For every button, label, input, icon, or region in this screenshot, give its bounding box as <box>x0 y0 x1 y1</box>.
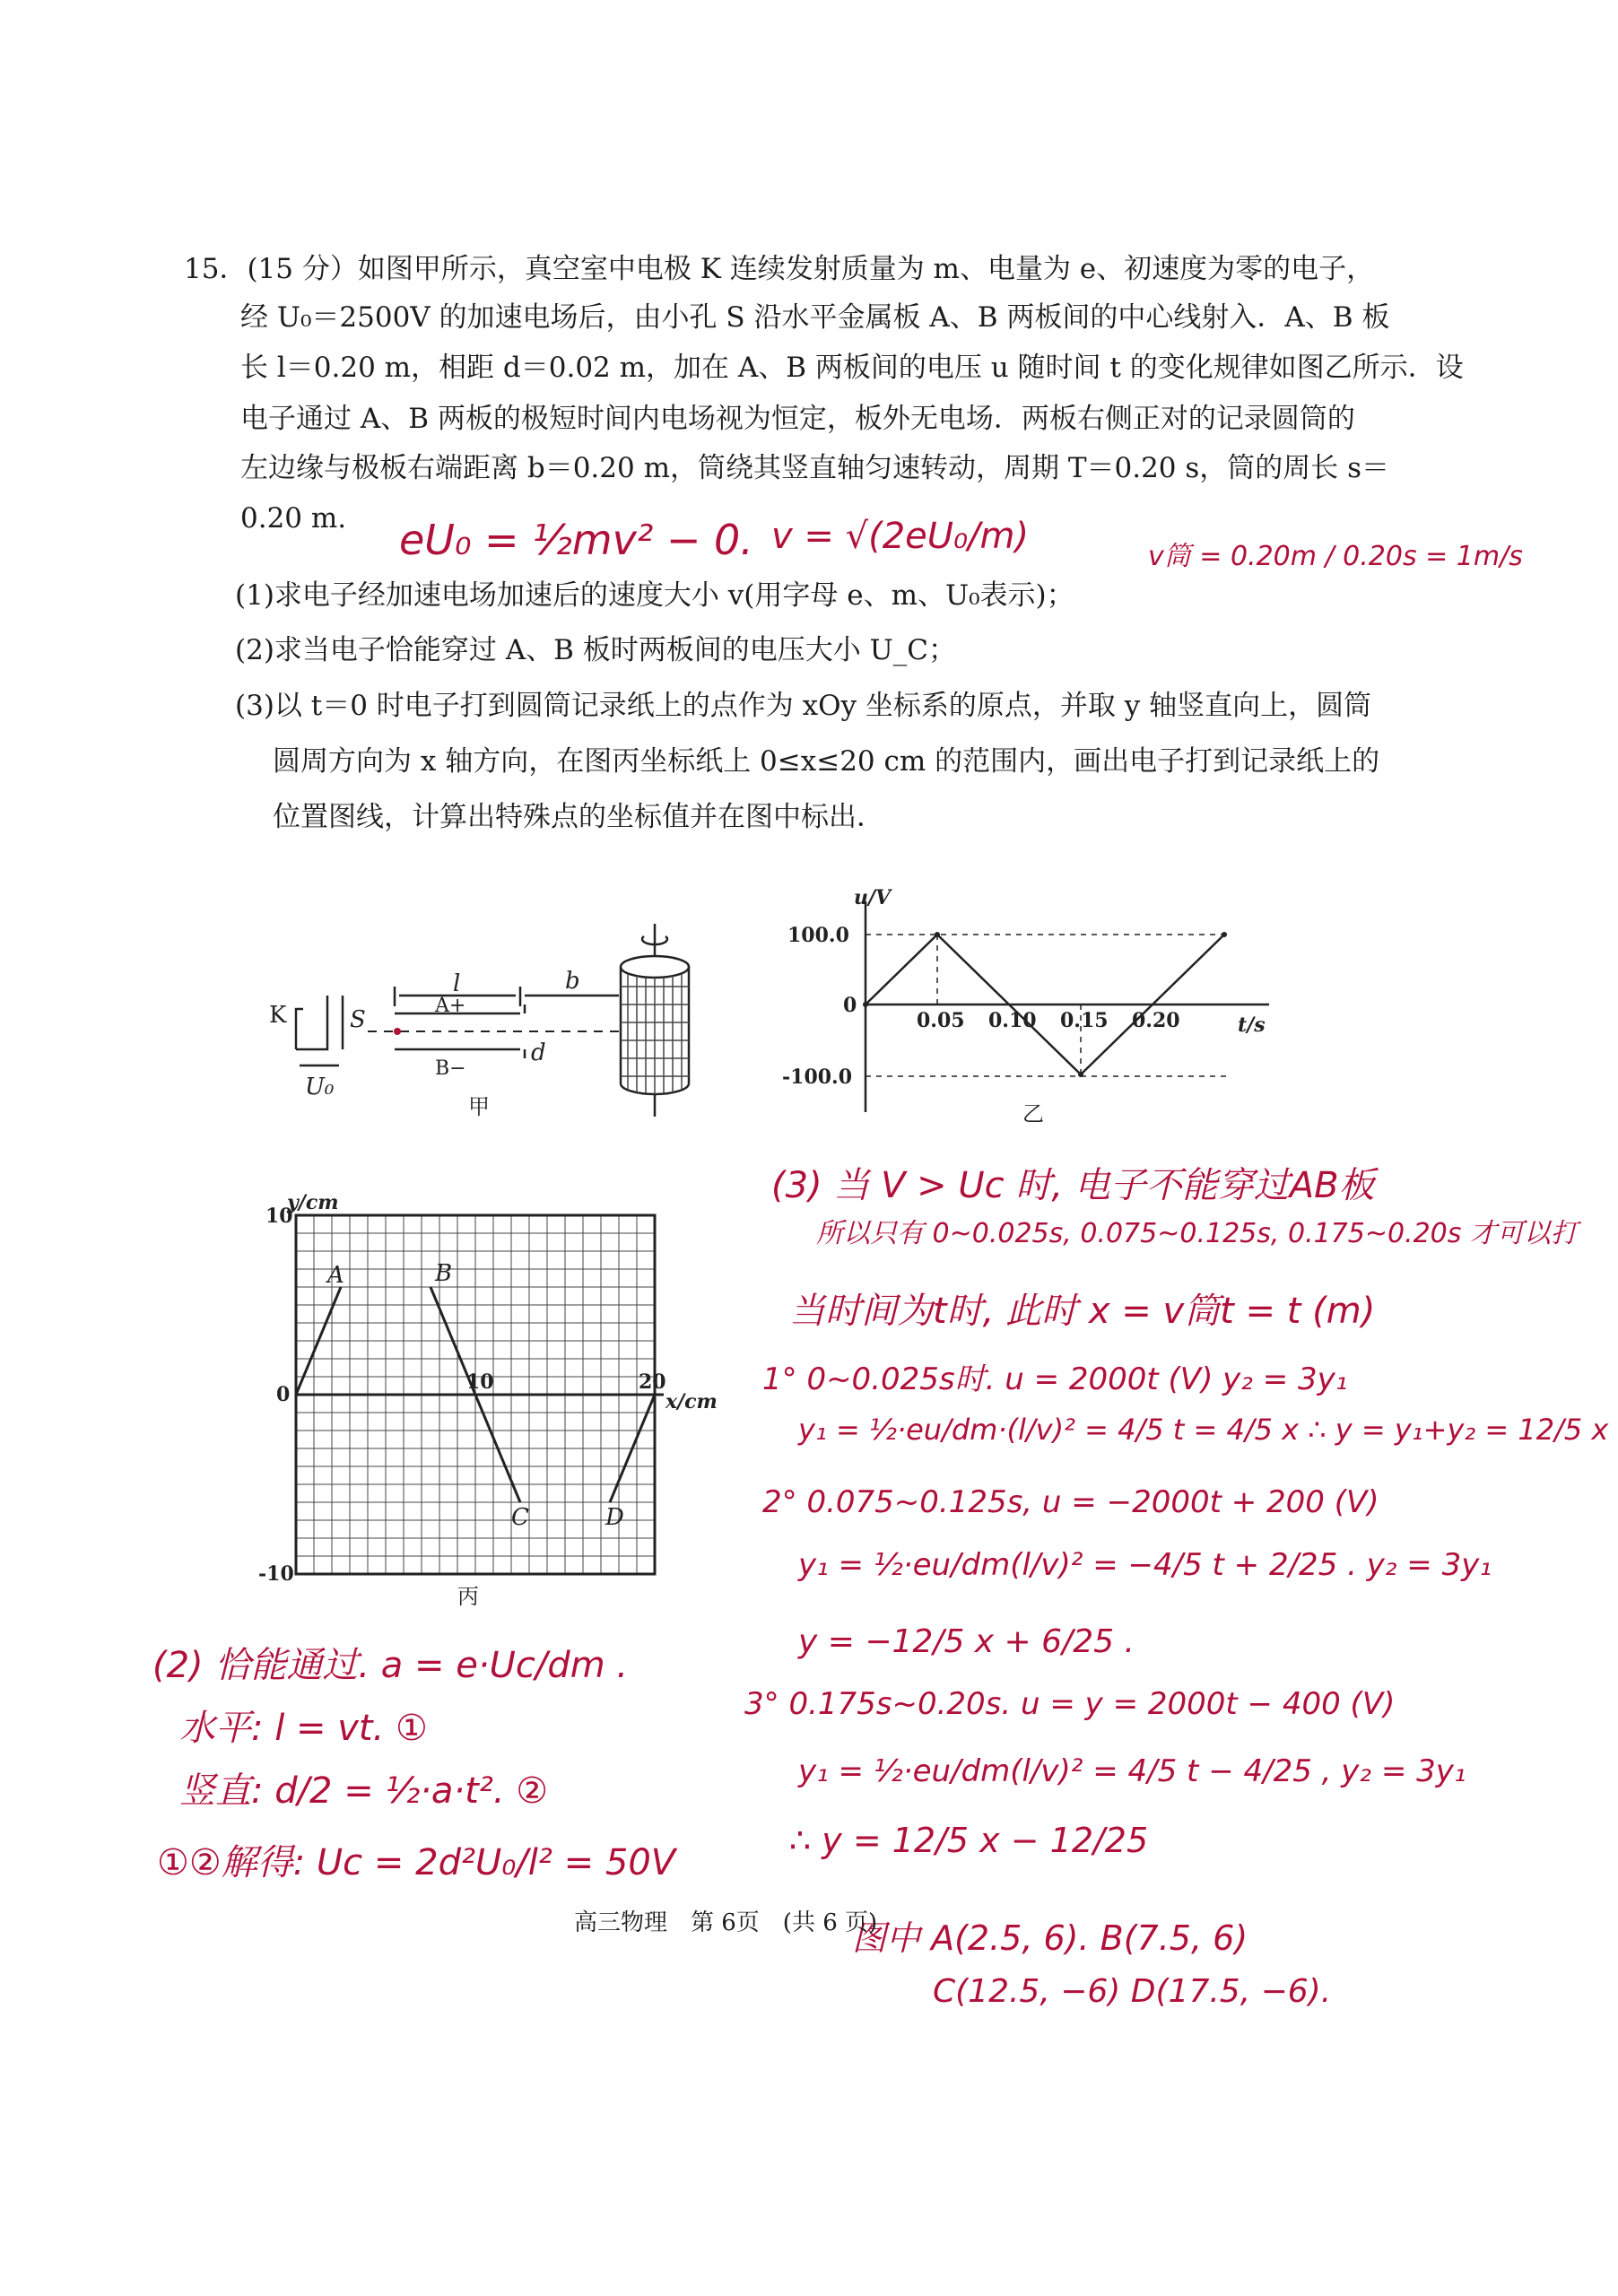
yi-ytick-neg100: -100.0 <box>782 1065 853 1089</box>
label-u0: U₀ <box>305 1074 335 1100</box>
yi-xtick-015: 0.15 <box>1060 1009 1109 1032</box>
hw-part3-line10: y₁ = ½·eu/dm(l/v)² = 4/5 t − 4/25 , y₂ = 3y₁ <box>798 1753 1466 1789</box>
yi-ylabel: u/V <box>854 888 892 909</box>
yi-ytick-100: 100.0 <box>787 924 849 947</box>
hw-part3-line9: 3° 0.175s~0.20s. u = y = 2000t − 400 (V) <box>744 1686 1396 1722</box>
hw-part2-line3: ①②解得: Uc = 2d²U₀/l² = 50V <box>157 1842 676 1883</box>
question-3-line-3: 位置图线，计算出特殊点的坐标值并在图中标出． <box>273 801 884 833</box>
label-l: l <box>453 970 461 997</box>
hw-eq1b: v = √(2eU₀/m) <box>771 516 1030 557</box>
hw-part3-line11: ∴ y = 12/5 x − 12/25 <box>789 1821 1149 1860</box>
figure-yi-voltage-graph <box>780 888 1283 1130</box>
question-2: (2)求当电子恰能穿过 A、B 板时两板间的电压大小 U_C； <box>235 634 956 666</box>
hw-part3-line12: 图中 A(2.5, 6). B(7.5, 6) <box>852 1918 1248 1958</box>
bing-ylabel: y/cm <box>287 1191 339 1214</box>
hw-part3-line1: (3) 当 V > Uc 时, 电子不能穿过AB板 <box>771 1165 1375 1206</box>
hw-v-drum: v筒 = 0.20m / 0.20s = 1m/s <box>1148 541 1523 572</box>
label-d: d <box>531 1039 546 1066</box>
hw-part3-line3: 当时间为t时, 此时 x = v筒t = t (m) <box>789 1291 1376 1332</box>
hw-part2-title: (2) 恰能通过. a = e·Uc/dm . <box>152 1645 629 1686</box>
problem-line-4: 电子通过 A、B 两板的极短时间内电场视为恒定，板外无电场．两板右侧正对的记录圆筒的 <box>240 403 1355 435</box>
yi-ytick-0: 0 <box>843 994 857 1017</box>
bing-ytick-10: 10 <box>265 1205 293 1228</box>
bing-ytick-0: 0 <box>276 1383 291 1406</box>
caption-bing: 丙 <box>457 1584 479 1609</box>
bing-ytick-neg10: -10 <box>258 1562 294 1586</box>
point-b-label: B <box>435 1260 453 1287</box>
label-k: K <box>269 1002 287 1029</box>
question-3-line-2: 圆周方向为 x 轴方向，在图丙坐标纸上 0≤x≤20 cm 的范围内，画出电子打到记录纸上的 <box>273 745 1380 778</box>
problem-line-2: 经 U₀＝2500V 的加速电场后，由小孔 S 沿水平金属板 A、B 两板间的中心线射入．A、B 板 <box>240 301 1390 334</box>
problem-line-5: 左边缘与极板右端距离 b＝0.20 m，筒绕其竖直轴匀速转动，周期 T＝0.20 s，筒的周长 s＝ <box>240 452 1390 484</box>
figure-jia-apparatus <box>260 915 744 1121</box>
point-d-label: D <box>605 1504 624 1531</box>
label-b: b <box>565 968 580 995</box>
hw-part3-line5: y₁ = ½·eu/dm·(l/v)² = 4/5 t = 4/5 x ∴ y = y₁+y₂ = 12/5 x <box>798 1413 1609 1447</box>
yi-xtick-010: 0.10 <box>988 1009 1037 1032</box>
hw-part3-line8: y = −12/5 x + 6/25 . <box>798 1623 1135 1660</box>
drum-grid <box>621 974 689 1094</box>
label-plate-a: A+ <box>435 995 466 1017</box>
electrode-k <box>296 1009 303 1049</box>
hw-part3-line7: y₁ = ½·eu/dm(l/v)² = −4/5 t + 2/25 . y₂ = 3y₁ <box>798 1547 1492 1583</box>
problem-line-6: 0.20 m. <box>240 502 347 535</box>
hw-part3-line4: 1° 0~0.025s时. u = 2000t (V) y₂ = 3y₁ <box>762 1361 1348 1397</box>
bing-xlabel: x/cm <box>665 1390 718 1413</box>
point-a-label: A <box>327 1262 344 1289</box>
question-1: (1)求电子经加速电场加速后的速度大小 v(用字母 e、m、U₀表示)； <box>235 579 1074 612</box>
hw-eq1: eU₀ = ½mv² − 0. <box>399 516 753 564</box>
hw-part3-line6: 2° 0.075~0.125s, u = −2000t + 200 (V) <box>762 1484 1379 1520</box>
bing-xtick-10: 10 <box>466 1370 494 1394</box>
drum-top <box>621 956 689 978</box>
hw-part2-line2: 竖直: d/2 = ½·a·t². ② <box>179 1770 549 1812</box>
yi-xlabel: t/s <box>1238 1013 1266 1037</box>
caption-yi: 乙 <box>1022 1101 1044 1126</box>
hw-part2-line1: 水平: l = vt. ① <box>179 1708 428 1749</box>
yi-xtick-005: 0.05 <box>917 1009 965 1032</box>
problem-line-1: 15．(15 分）如图甲所示，真空室中电极 K 连续发射质量为 m、电量为 e、初速度为零的电子， <box>184 253 1375 285</box>
voltage-point-2 <box>1078 1072 1083 1077</box>
yi-xtick-020: 0.20 <box>1132 1009 1180 1032</box>
label-plate-b: B− <box>435 1057 466 1080</box>
caption-jia: 甲 <box>468 1094 490 1119</box>
page-footer: 高三物理 第 6页 (共 6 页) <box>574 1909 878 1936</box>
label-s: S <box>350 1006 366 1033</box>
bing-xtick-20: 20 <box>639 1370 666 1394</box>
point-c-label: C <box>511 1504 529 1531</box>
question-3-line-1: (3)以 t＝0 时电子打到圆筒记录纸上的点作为 xOy 坐标系的原点，并取 y 轴竖直向上，圆筒 <box>235 690 1372 722</box>
problem-line-3: 长 l＝0.20 m，相距 d＝0.02 m，加在 A、B 两板间的电压 u 随时间 t 的变化规律如图乙所示．设 <box>240 352 1464 384</box>
hw-part3-line2: 所以只有 0~0.025s, 0.075~0.125s, 0.175~0.20s 才可以打 <box>816 1218 1578 1249</box>
voltage-point-3 <box>1222 932 1227 937</box>
figure-bing-grid <box>242 1166 744 1614</box>
voltage-point-1 <box>935 932 940 937</box>
hw-part3-line13: C(12.5, −6) D(17.5, −6). <box>933 1973 1332 2010</box>
voltage-point-0 <box>863 1002 868 1007</box>
